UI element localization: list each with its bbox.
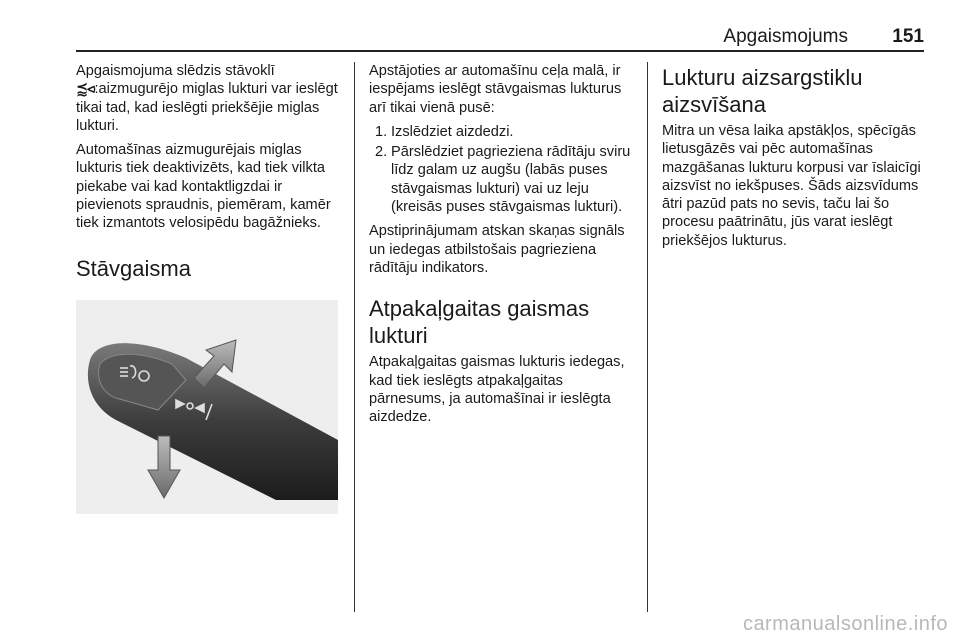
lens-fogging-paragraph: Mitra un vēsa laika apstākļos, spēcīgās lietusgāzēs vai pēc automašīnas mazgāšanas lukturu korpusi var īslaicīgi aizsvīst no iekšpuses. Šāds aizsvīdums ātri pazūd pats no sevis, taču lai šo procesu paātrinātu, jūs varat ieslēgt priekšējos lukturus. [662,123,921,249]
column-2 [369,62,635,432]
fog-light-lead: Apgaismojuma slēdzis stāvoklī [76,63,275,79]
page-number: 151 [892,26,924,47]
section-title: Apgaismojums [723,26,848,47]
fog-light-paragraph [76,62,344,135]
turn-signal-lever-illustration [76,300,338,514]
page-header [76,24,924,52]
list-item: 2. Pārslēdziet pagrieziena rādītāju sviru līdz galam uz augšu (labās puses stāvgaismas lukturi) vai uz leju (kreisās puses stāvgaismas lukturi). [375,144,631,216]
reversing-light-paragraph: Atpakaļgaitas gaismas lukturis iedegas, kad tiek ieslēgts atpakaļgaitas pārnesums, ja automašīnai ir ieslēgta aizdedze. [369,354,625,426]
parking-intro: Apstājoties ar automašīnu ceļa malā, ir iespējams ieslēgt stāvgaismas lukturus arī tikai vienā pusē: [369,63,622,116]
reversing-light-heading: Atpakaļgaitas gaismas lukturi [369,296,590,349]
column-divider [647,62,648,612]
deactivation-paragraph: Automašīnas aizmugurējais miglas lukturis tiek deaktivizēts, kad tiek vilkta piekabe vai kad kontaktligzdai ir pievienots spraudnis, piemēram, kamēr tiek izmantots velosipēdu bagāžnieks. [76,142,331,232]
fog-light-text: :aizmugurējo miglas lukturi var ieslēgt tikai tad, kad ieslēgti priekšējie miglas lukturi. [76,81,338,134]
column-3 [662,62,928,256]
column-1 [76,62,344,514]
column-divider [354,62,355,612]
watermark: carmanualsonline.info [742,613,948,635]
parking-steps [369,123,635,216]
rear-fog-light-icon: ⪷⪦ [76,81,95,98]
list-item: 1. Izslēdziet aizdedzi. [375,123,514,140]
lens-fogging-heading: Lukturu aizsargstiklu aizsvīšana [662,65,863,117]
confirmation-paragraph: Apstiprinājumam atskan skaņas signāls un iedegas atbilstošais pagrieziena rādītāju indikators. [369,223,625,276]
parking-light-heading: Stāvgaisma [76,255,191,281]
